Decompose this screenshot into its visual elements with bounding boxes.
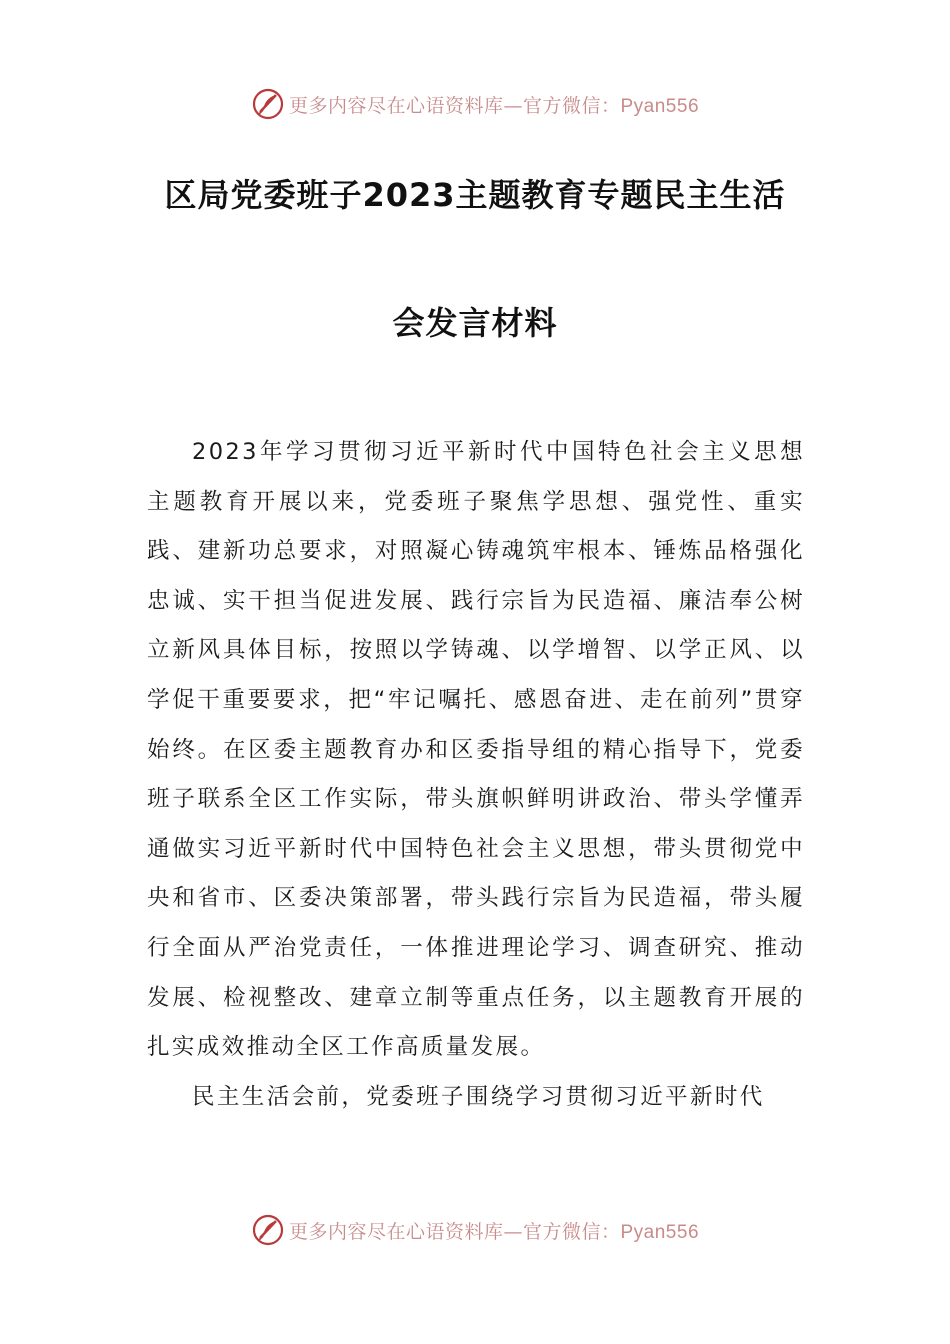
document-title-line-1: 区局党委班子2023主题教育专题民主生活 (164, 176, 786, 214)
paragraph: 民主生活会前，党委班子围绕学习贯彻习近平新时代 (192, 1083, 765, 1110)
footer-watermark (0, 1210, 950, 1250)
document-title-line-2: 会发言材料 (392, 304, 558, 342)
quill-logo-icon (251, 87, 285, 121)
watermark-text: 更多内容尽在心语资料库—官方微信：Pyan556 (288, 94, 700, 117)
quill-logo-icon (251, 1213, 285, 1247)
paragraph: 2023年学习贯彻习近平新时代中国特色社会主义思想主题教育开展以来，党委班子聚焦学思想、强党性、重实践、建新功总要求，对照凝心铸魂筑牢根本、锤炼品格强化忠诚、实干担当促进发展、践行宗旨为民造福、廉洁奉公树立新风具体目标，按照以学铸魂、以学增智、以学正风、以学促干重要要求，把“牢记嘱托、感恩奋进、走在前列”贯穿始终。在区委主题教育办和区委指导组的精心指导下，党委班子联系全区工作实际，带头旗帜鲜明讲政治、带头学懂弄通做实习近平新时代中国特色社会主义思想，带头贯彻党中央和省市、区委决策部署，带头践行宗旨为民造福，带头履行全面从严治党责任，一体推进理论学习、调查研究、推动发展、检视整改、建章立制等重点任务，以主题教育开展的扎实成效推动全区工作高质量发展。 (147, 439, 805, 1061)
header-watermark (0, 84, 950, 124)
document-body (147, 428, 805, 1122)
watermark-text: 更多内容尽在心语资料库—官方微信：Pyan556 (288, 1220, 700, 1243)
